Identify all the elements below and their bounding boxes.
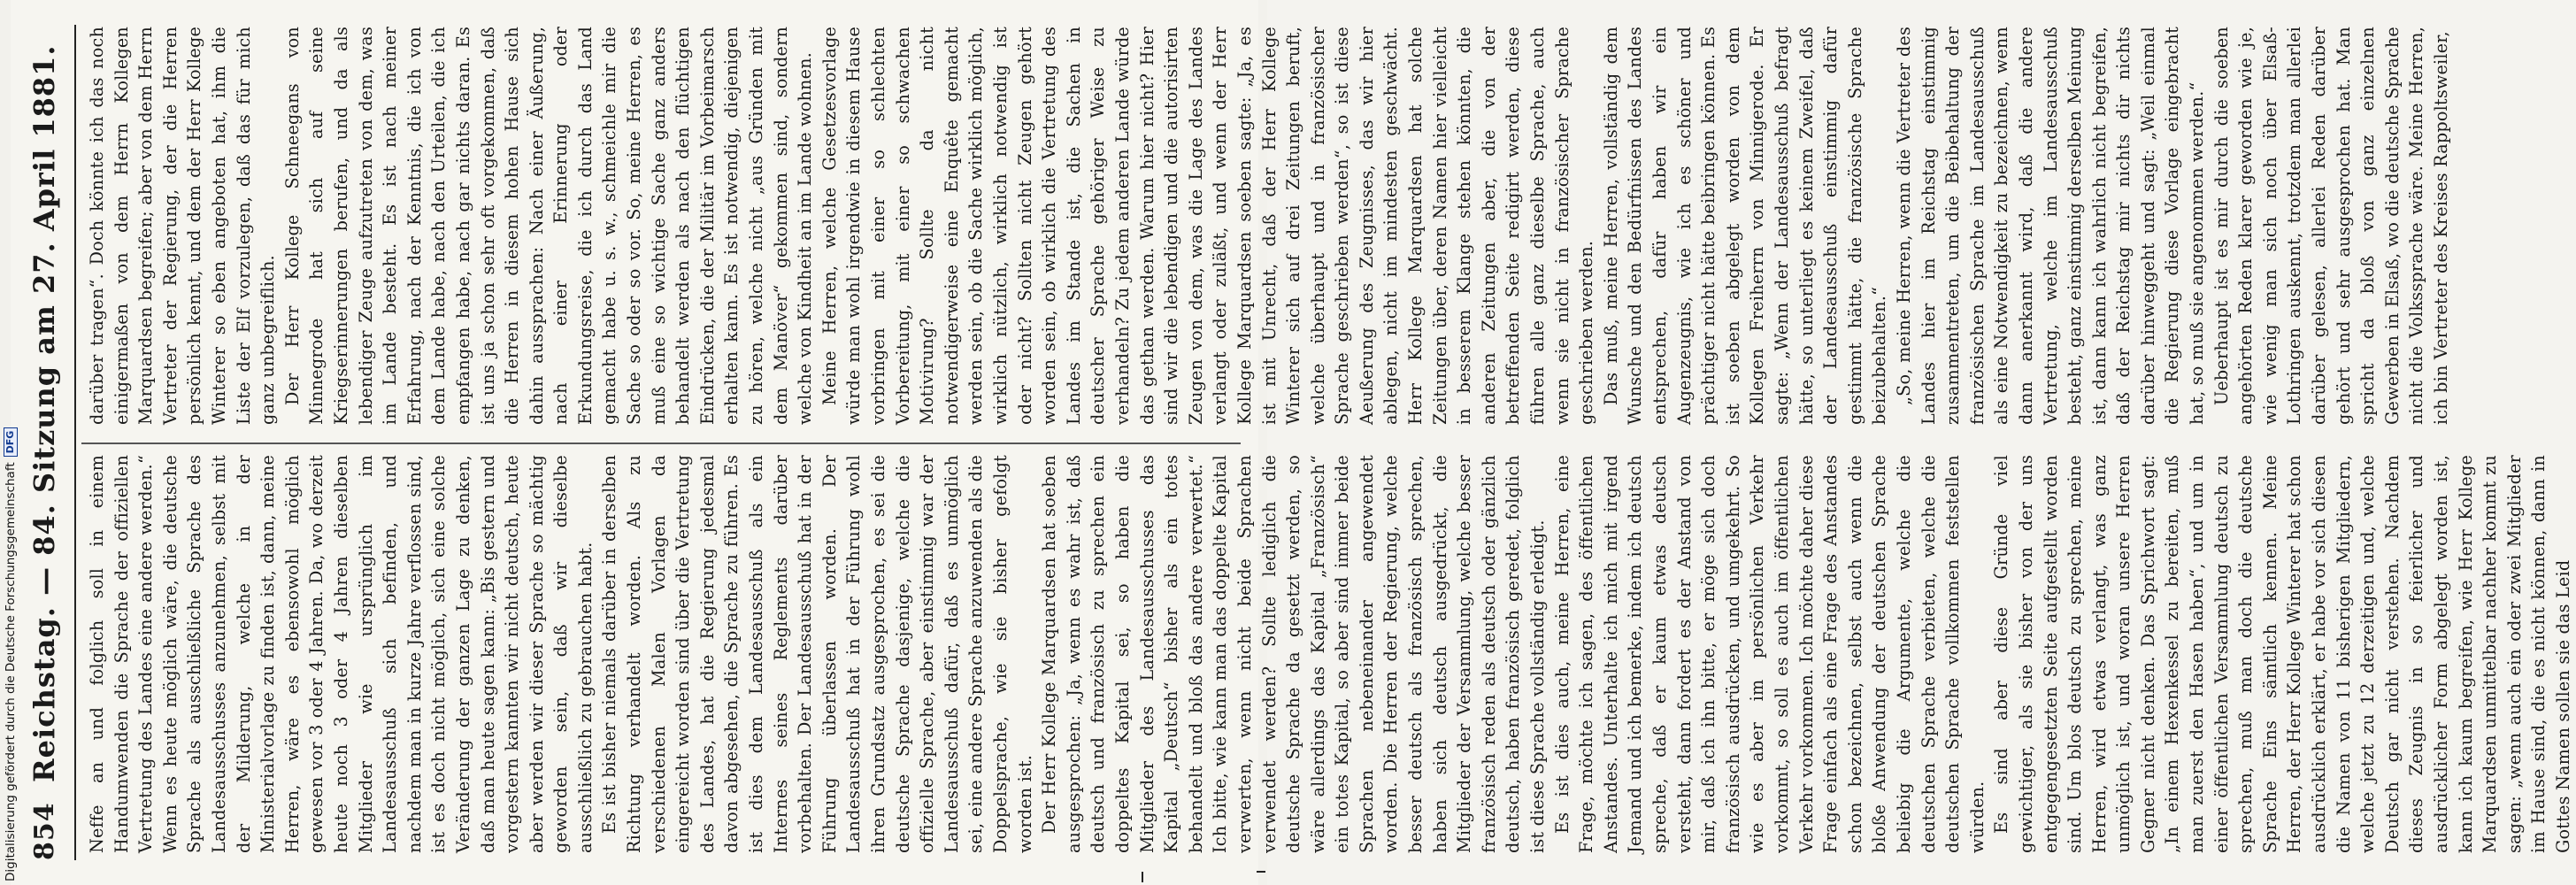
left-column bbox=[85, 455, 2576, 853]
paragraph: Neffe an und folglich soll in einem Handumwenden die Sprache der offiziellen Vertretung des Landes eine andere werden.“ Wenn es heute möglich wäre, die deutsche Sprache als ausschließliche Sprache des Landesausschusses anzunehmen, selbst mit der Milderung, welche in der Ministerialvorlage zu finden ist, dann, meine Herren, wäre es ebensowohl möglich gewesen vor 3 oder 4 Jahren. Da, wo derzeit heute noch 3 oder 4 Jahren dieselben Mitglieder wie ursprünglich im Landesausschuß sich befinden, und nachdem man in kurze Jahre verflossen sind, ist es doch nicht möglich, sich eine solche Veränderung der ganzen Lage zu denken, daß man heute sagen kann: „Bis gestern und vorgestern kannten wir nicht deutsch, heute aber werden wir dieser Sprache so mächtig geworden sein, daß wir dieselbe ausschließlich zu gebrauchen habt. bbox=[87, 455, 596, 853]
paragraph: „So, meine Herren, wenn die Vertreter des Landes hier im Reichstag einstimmig zusammentreten, um die Beibehaltung der französischen Sprache im Landesausschuß als eine Notwendigkeit zu bezeichnen, wenn dann anerkannt wird, daß die andere Vertretung, welche im Landesausschuß besteht, ganz einstimmig derselben Meinung ist, dann kann ich wahrlich nicht begreifen, daß der Reichstag mir nichts dir nichts darüber hinweggeht und sagt: „Weil einmal die Regierung diese Vorlage eingebracht hat, so muß sie angenommen werden.“ bbox=[1893, 27, 2208, 425]
running-head: Reichstag. — 84. Sitzung am 27. April 1881. bbox=[27, 44, 61, 782]
dfg-logo: DFG bbox=[4, 427, 18, 458]
paragraph: Es ist bisher niemals darüber in derselben Richtung verhandelt worden. Als zu verschiedenen Malen Vorlagen da eingereicht worden sind über die Vertretung des Landes, hat die Regierung jedesmal davon abgesehen, die Sprache zu führen. Es ist dies dem Landesausschuß als ein Internes seines Reglements darüber vorbehalten. Der Landesausschuß hat in der Führung überlassen worden. Der Landesausschuß hat in der Führung wohl ihren Grundsatz ausgesprochen, es sei die deutsche Sprache dasjenige, welche die offizielle Sprache, aber einstimmig war der Landesausschuß dafür, daß es unmöglich sei, eine andere Sprache anzuwenden als die Doppelsprache, wie sie bisher gefolgt worden ist. bbox=[599, 455, 1035, 853]
paragraph: Der Herr Kollege Schneegans von Minnegrode hat sich auf seine Kriegserinnerungen berufen, und da als lebendiger Zeuge aufzutreten von dem, was im Lande besteht. Es ist nach meiner Erfahrung, nach der Kenntnis, die ich von dem Lande habe, nach den Urteilen, die ich empfangen habe, nach gar nichts daran. Es ist uns ja schon sehr oft vorgekommen, daß die Herren in diesem hohen Hause sich dahin aussprachen: Nach einer Äußerung, nach einer Erinnerung oder Erkundungsreise, die ich durch das Land gemacht habe u. s. w., schmeichle mir die Sache so oder so vor. So, meine Herren, es muß eine so wichtige Sache ganz anders behandelt werden als nach den flüchtigen Eindrücken, die der Militär im Vorbeimarsch erhalten kann. Es ist notwendig, diejenigen zu hören, welche nicht „aus Gründen mit dem Manöver“ gekommen sind, sondern welche von Kindheit an im Lande wohnen. bbox=[281, 27, 816, 425]
paragraph: Es ist dies auch, meine Herren, eine Frage, möchte ich sagen, des öffentlichen Anstandes. Unterhalte ich mich mit irgend Jemand und ich bemerke, indem ich deutsch spreche, daß er kaum etwas deutsch versteht, dann fordert es der Anstand von mir, daß ich ihn bitte, er möge sich doch französisch ausdrücken, und umgekehrt. So wie es aber im persönlichen Verkehr vorkommt, so soll es auch im öffentlichen Verkehr vorkommen. Ich möchte daher diese Frage einfach als eine Frage des Anstandes schon bezeichnen, selbst auch wenn die bloße Anwendung der deutschen Sprache beliebig die Argumente, welche die deutschen Sprache verbieten, welche die deutschen Sprache vollkommen feststellen würden. bbox=[1551, 455, 1988, 853]
digitization-credit bbox=[4, 427, 18, 881]
paragraph: Es sind aber diese Gründe viel gewichtiger, als sie bisher von der uns entgegengesetzten Seite aufgestellt worden sind. Um blos deutsch zu sprechen, meine Herren, wird etwas verlangt, was ganz unmöglich ist, und woran unsere Herren Gegner nicht denken. Das Sprichwort sagt: „In einem Hexenkessel zu bereiten, muß man zuerst den Hasen haben“, und um in einer öffentlichen Versammlung deutsch zu sprechen, muß man doch die deutsche Sprache Eins sämtlich kennen. Meine Herren, der Herr Kollege Winterer hat schon ausdrücklich erklärt, er habe vor sich diesen die Namen von 11 bisherigen Mitgliedern, welche jetzt zu 12 derzeitigen und, welche Deutsch gar nicht verstehen. Nachdem dieses Zeugnis in so feierlicher und ausdrücklicher Form abgelegt worden ist, kann ich kaum begreifen, wie Herr Kollege Marquardsen unmittelbar nachher kommt zu sagen: „wenn auch ein oder zwei Mitglieder im Hause sind, die es nicht können, dann in Gottes Namen sollen sie das Leid bbox=[1991, 455, 2573, 853]
document-page bbox=[11, 0, 2573, 885]
header-rule bbox=[74, 25, 76, 860]
margin-mark bbox=[1257, 871, 1265, 873]
credit-text: Digitalisierung gefördert durch die Deutsche Forschungsgemeinschaft bbox=[4, 462, 18, 881]
paragraph: Das muß, meine Herren, vollständig dem Wunsche und den Bedürfnissen des Landes entsprechen, dafür haben wir ein Augenzeugnis, wie ich es schöner und prächtiger nicht hätte beibringen können. Es ist soeben abgelegt worden von dem Kollegen Freiherrn von Minnigerode. Er sagte: „Wenn der Landesausschuß befragt hätte, so unterliegt es keinem Zweifel, daß der Landesausschuß einstimmig dafür gestimmt hätte, die französische Sprache beizubehalten.“ bbox=[1600, 27, 1890, 425]
paragraph: Der Herr Kollege Marquardsen hat soeben ausgesprochen: „Ja, wenn es wahr ist, daß deutsch und französisch zu sprechen ein doppeltes Kapital sei, so haben die Mitglieder des Landesausschusses das Kapital „Deutsch“ bisher als ein totes behandelt und bloß das andere verwertet.“ Ich bitte, wie kann man das doppelte Kapital verwerten, wenn nicht beide Sprachen verwendet werden? Sollte lediglich die deutsche Sprache da gesetzt werden, so wäre allerdings das Kapital „Französisch“ ein totes Kapital, so aber sind immer beide Sprachen nebeneinander angewendet worden. Die Herren der Regierung, welche besser deutsch als französisch sprechen, haben sich deutsch ausgedrückt, die Mitglieder der Versammlung, welche besser französisch reden als deutsch oder gänzlich deutsch, haben französisch geredet, folglich ist diese Sprache vollständig erledigt. bbox=[1039, 455, 1549, 853]
paragraph: Meine Herren, welche Gesetzesvorlage würde man wohl irgendwie in diesem Hause vorbringen mit einer so schlechten Vorbereitung, mit einer so schwachen Motivirung? Sollte da nicht notwendigerweise eine Enquête gemacht werden sein, ob die Sache wirklich möglich, wirklich nützlich, wirklich notwendig ist oder nicht? Sollten nicht Zeugen gehört worden sein, ob wirklich die Vertretung des Landes im Stande ist, die Sachen in deutscher Sprache gehöriger Weise zu verhandeln? Zu jedem anderen Lande würde das gethan werden. Warum hier nicht? Hier sind wir die lebendigen und die autorisirten Zeugen von dem, was die Lage des Landes verlangt oder zuläßt, und wenn der Herr Kollege Marquardsen soeben sagte: „Ja, es ist mit Unrecht, daß der Herr Kollege Winterer sich auf drei Zeitungen beruft, welche überhaupt und in französischer Sprache geschrieben werden“, so ist diese Aeußerung des Zeugnisses, das wir hier ablegen, nicht im mindesten geschwächt. Herr Kollege Marquardsen hat solche Zeitungen über, deren Namen hier vielleicht in besserem Klange stehen könnten, die anderen Zeitungen aber, die von der betreffenden Seite redigirt werden, diese führen alle ganz dieselbe Sprache, auch wenn sie nicht in französischer Sprache geschrieben werden. bbox=[819, 27, 1597, 425]
column-divider bbox=[81, 442, 1241, 444]
margin-mark bbox=[1142, 872, 1143, 882]
page-number: 854 bbox=[28, 802, 60, 860]
paragraph: darüber tragen“. Doch könnte ich das noch einigermaßen von dem Herrn Kollegen Marquardsen begreifen; aber von dem Herrn Vertreter der Regierung, der die Herren persönlich kennt, und dem der Herr Kollege Winterer so eben angeboten hat, ihm die Liste der Elf vorzulegen, daß das für mich ganz unbegreiflich. bbox=[87, 27, 279, 425]
page-header bbox=[16, 25, 73, 860]
paragraph: Ueberhaupt ist es mir durch die soeben angehörten Reden klarer geworden wie je, wie wenig man sich noch über Elsaß-Lothringen auskennt, trotzdem man allerlei darüber gelesen, allerlei Reden darüber gehört und sehr ausgesprochen hat. Man spricht da bloß von ganz einzelnen Gewerben in Elsaß, wo die deutsche Sprache nicht die Volkssprache wäre. Meine Herren, ich bin Vertreter des Kreises Rappoltsweiler, bbox=[2211, 27, 2451, 425]
right-column bbox=[85, 27, 2454, 425]
